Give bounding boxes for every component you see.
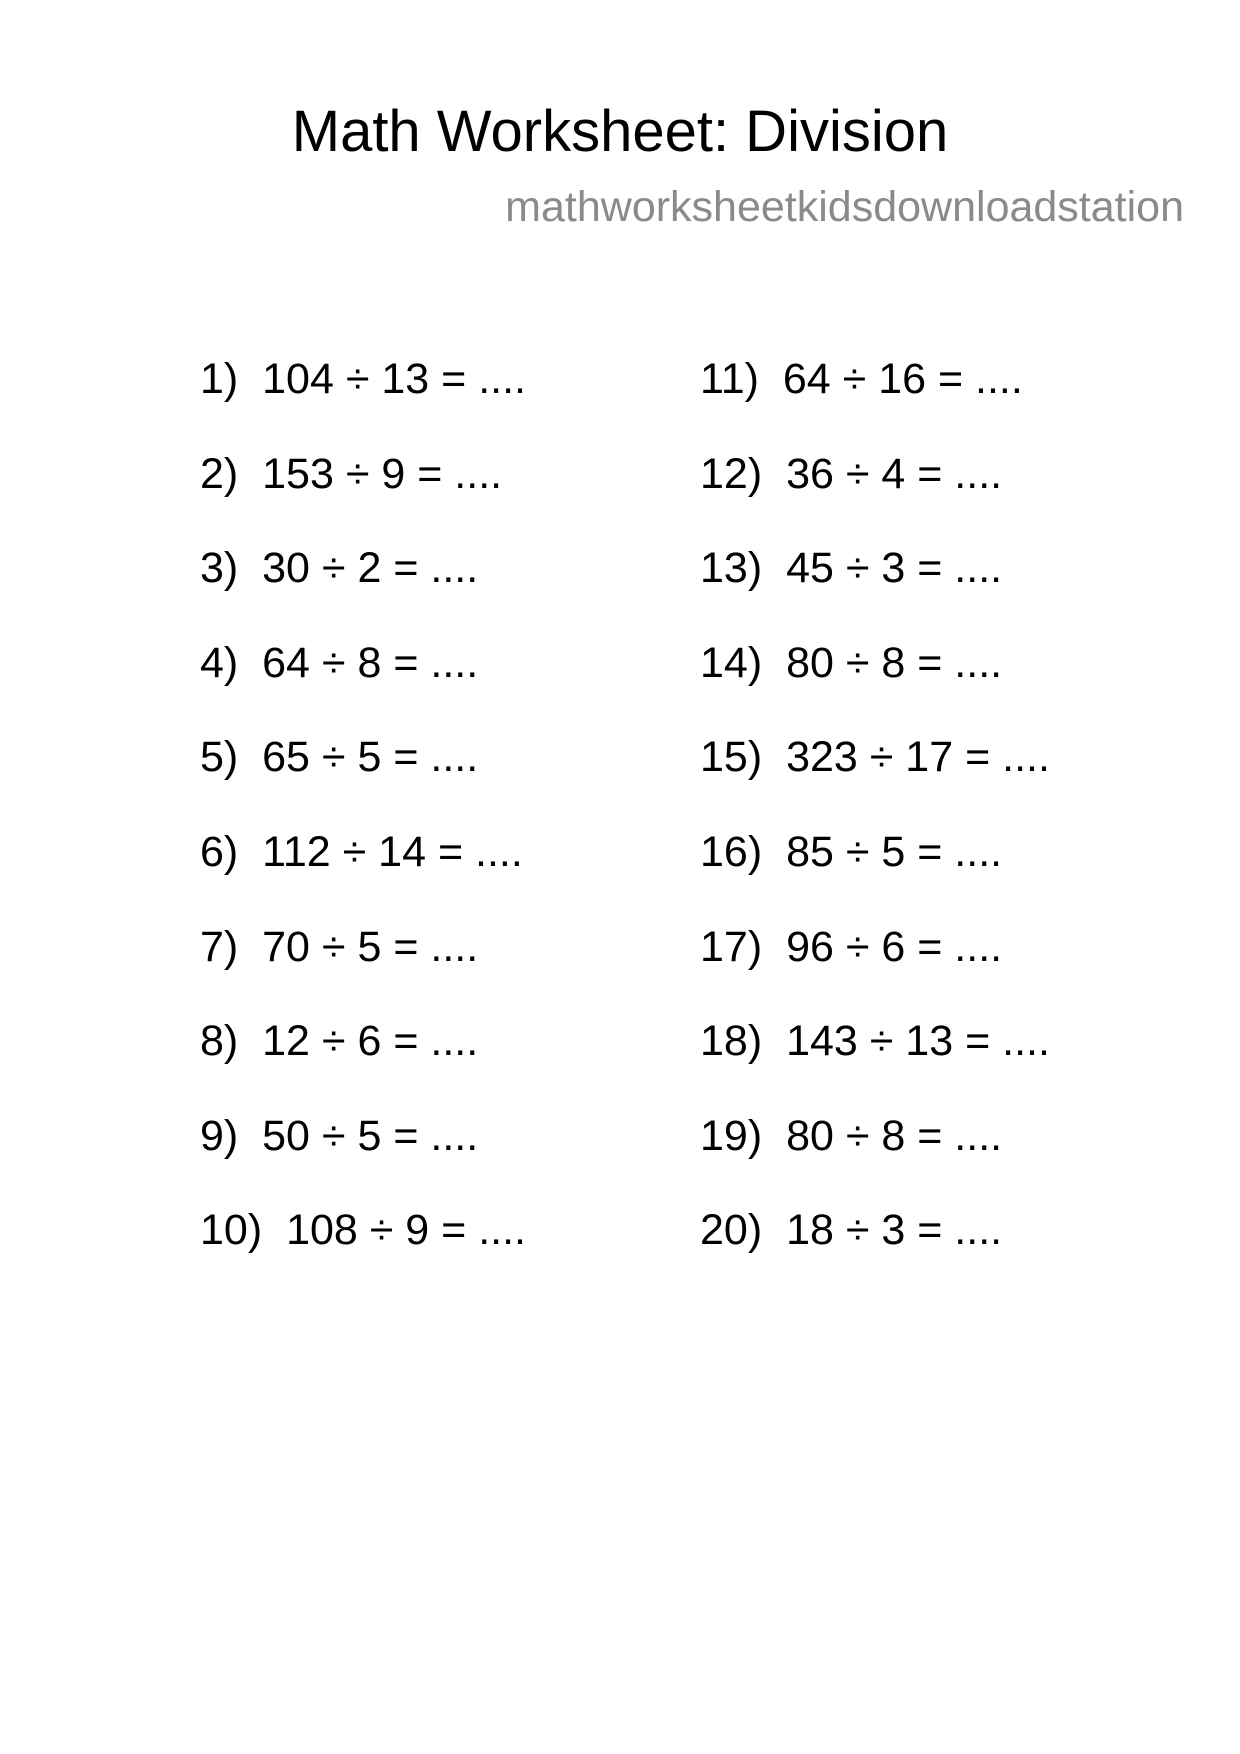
page-title: Math Worksheet: Division [291, 99, 949, 164]
problem-expression: 80 ÷ 8 = .... [786, 638, 1003, 687]
problem-number: 4) [200, 638, 239, 687]
problem-expression: 153 ÷ 9 = .... [262, 449, 503, 498]
problem-expression: 30 ÷ 2 = .... [262, 544, 479, 593]
problem-number: 15) [700, 733, 763, 782]
problem-expression: 45 ÷ 3 = .... [786, 544, 1003, 593]
problem-expression: 12 ÷ 6 = .... [262, 1017, 479, 1066]
problem-number: 5) [200, 733, 239, 782]
problem-number: 7) [200, 922, 239, 971]
problem-number: 19) [700, 1111, 763, 1160]
problem-number: 3) [200, 544, 239, 593]
problem-expression: 36 ÷ 4 = .... [786, 449, 1003, 498]
problem-item [700, 637, 1002, 689]
problem-expression: 65 ÷ 5 = .... [262, 733, 479, 782]
problem-number: 8) [200, 1017, 239, 1066]
problem-number: 1) [200, 355, 239, 403]
problem-expression: 50 ÷ 5 = .... [262, 1111, 479, 1160]
site-name: mathworksheetkidsdownloadstation [505, 183, 1184, 231]
problem-item [200, 731, 478, 783]
problem-expression: 70 ÷ 5 = .... [262, 922, 479, 971]
problem-item [200, 448, 502, 500]
problem-item [700, 448, 1002, 500]
problem-item [700, 1204, 1002, 1256]
problem-item [700, 731, 1050, 783]
problem-number: 11) [700, 355, 759, 403]
problem-number: 6) [200, 828, 239, 876]
problem-expression: 18 ÷ 3 = .... [786, 1206, 1003, 1255]
problem-number: 12) [700, 449, 763, 498]
problem-expression: 96 ÷ 6 = .... [786, 922, 1003, 971]
problem-number: 10) [200, 1206, 263, 1255]
problem-expression: 64 ÷ 16 = .... [782, 355, 1023, 403]
problem-number: 18) [700, 1017, 763, 1066]
problem-item [200, 1204, 526, 1256]
problem-number: 14) [700, 638, 763, 687]
problem-expression: 323 ÷ 17 = .... [786, 733, 1050, 782]
problem-item [700, 353, 1023, 405]
problem-number: 13) [700, 544, 763, 593]
problem-expression: 80 ÷ 8 = .... [786, 1111, 1003, 1160]
problem-item [700, 1015, 1050, 1067]
problem-number: 17) [700, 922, 763, 971]
problem-expression: 64 ÷ 8 = .... [262, 638, 479, 687]
problem-item [200, 1110, 478, 1162]
problem-number: 20) [700, 1206, 763, 1255]
problem-item [200, 1015, 478, 1067]
problem-item [700, 542, 1002, 594]
problem-number: 2) [200, 449, 239, 498]
problem-item [200, 353, 526, 405]
problem-item [200, 921, 478, 973]
problem-item [700, 921, 1002, 973]
problem-expression: 104 ÷ 13 = .... [262, 355, 526, 403]
problem-expression: 85 ÷ 5 = .... [786, 828, 1003, 876]
problem-number: 9) [200, 1111, 239, 1160]
problem-item [700, 1110, 1002, 1162]
problem-item [200, 542, 478, 594]
problem-number: 16) [700, 828, 763, 876]
problem-expression: 112 ÷ 14 = .... [262, 828, 523, 876]
problem-item [700, 826, 1002, 878]
problem-expression: 108 ÷ 9 = .... [286, 1206, 527, 1255]
problem-expression: 143 ÷ 13 = .... [786, 1017, 1050, 1066]
problem-item [200, 637, 478, 689]
problem-item [200, 826, 523, 878]
